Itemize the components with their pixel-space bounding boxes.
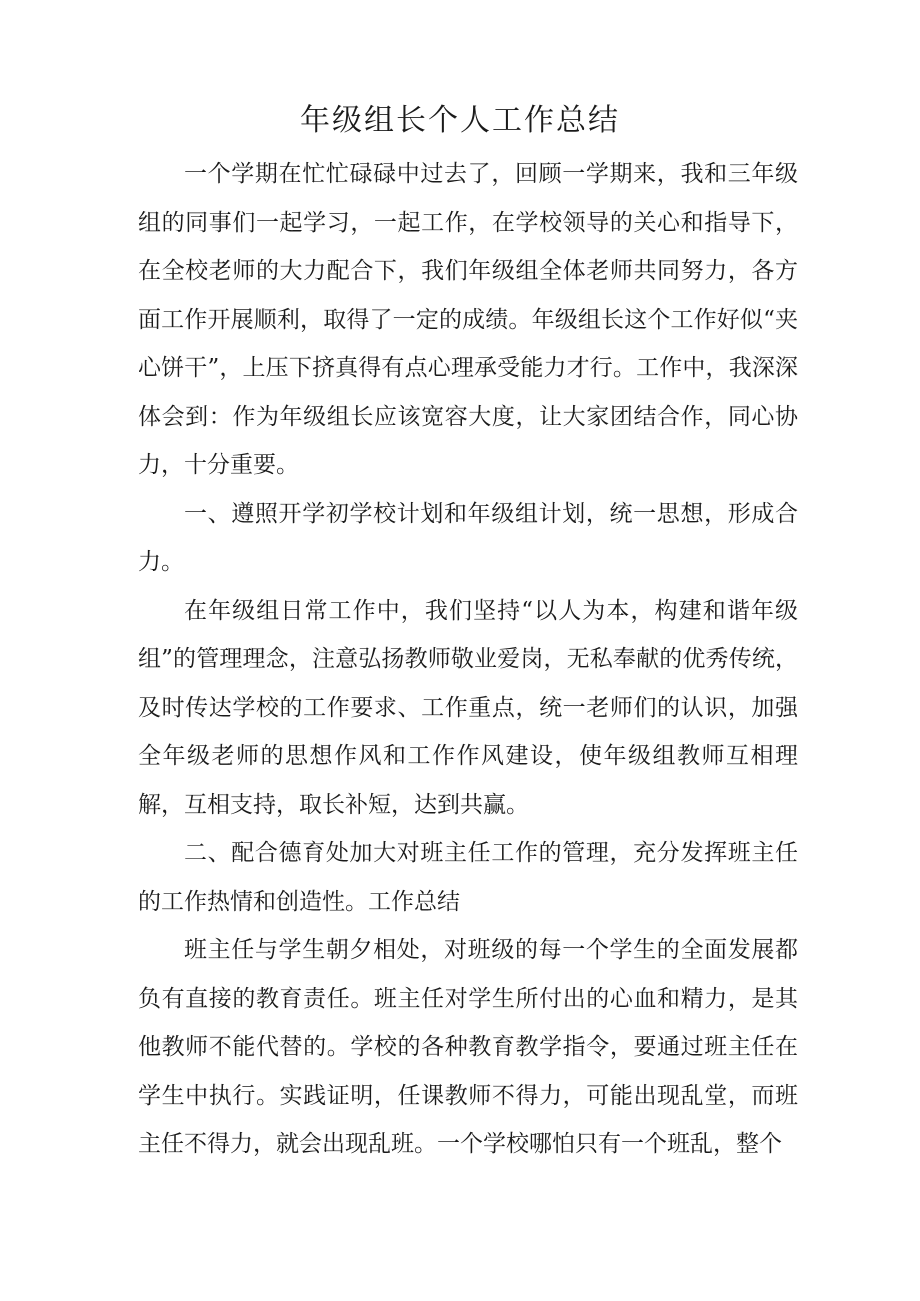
document-body bbox=[138, 150, 798, 1169]
paragraph-section-1: 在年级组日常工作中，我们坚持“以人为本，构建和谐年级组”的管理理念，注意弘扬教师敬业爱岗，无私奉献的优秀传统，及时传达学校的工作要求、工作重点，统一老师们的认识，加强全年级老师的思想作风和工作作风建设，使年级组教师互相理解，互相支持，取长补短，达到共赢。 bbox=[138, 597, 798, 818]
document-title: 年级组长个人工作总结 bbox=[300, 103, 620, 138]
paragraph-intro: 一个学期在忙忙碌碌中过去了，回顾一学期来，我和三年级组的同事们一起学习，一起工作，在学校领导的关心和指导下，在全校老师的大力配合下，我们年级组全体老师共同努力，各方面工作开展顺利，取得了一定的成绩。年级组长这个工作好似“夹心饼干”，上压下挤真得有点心理承受能力才行。工作中，我深深体会到：作为年级组长应该宽容大度，让大家团结合作，同心协力，十分重要。 bbox=[138, 161, 798, 478]
paragraph-section-2: 班主任与学生朝夕相处，对班级的每一个学生的全面发展都负有直接的教育责任。班主任对学生所付出的心血和精力，是其他教师不能代替的。学校的各种教育教学指令，要通过班主任在学生中执行。实践证明，任课教师不得力，可能出现乱堂，而班主任不得力，就会出现乱班。一个学校哪怕只有一个班乱，整个 bbox=[138, 937, 798, 1157]
section-heading-2: 二、配合德育处加大对班主任工作的管理，充分发挥班主任的工作热情和创造性。工作总结 bbox=[138, 840, 798, 915]
section-heading-1: 一、遵照开学初学校计划和年级组计划，统一思想，形成合力。 bbox=[138, 500, 798, 575]
